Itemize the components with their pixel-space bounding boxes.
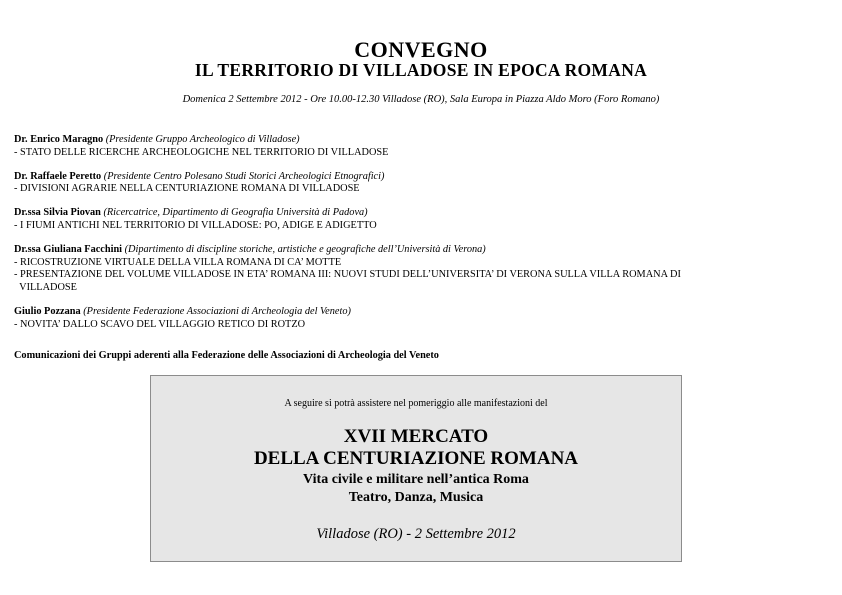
page-subtitle: IL TERRITORIO DI VILLADOSE IN EPOCA ROMANA: [194, 60, 648, 80]
event-subtitle-line2: Teatro, Danza, Musica: [348, 490, 484, 505]
talk-title: - STATO DELLE RICERCHE ARCHEOLOGICHE NEL TERRITORIO DI VILLADOSE: [14, 146, 389, 158]
speaker-role: (Presidente Federazione Associazioni di Archeologia del Veneto): [83, 305, 351, 317]
speaker-name: Giulio Pozzana: [14, 305, 81, 317]
speaker-name: Dr.ssa Silvia Piovan: [14, 207, 101, 219]
speaker-entry: [14, 171, 829, 196]
event-title-line1: XVII MERCATO: [343, 426, 489, 447]
speaker-entry: [14, 306, 829, 331]
event-place-date: Villadose (RO) - 2 Settembre 2012: [316, 526, 516, 542]
event-box: [150, 375, 682, 562]
speaker-entry: [14, 207, 829, 232]
event-title-line2: DELLA CENTURIAZIONE ROMANA: [253, 448, 579, 469]
speaker-list: [14, 134, 829, 343]
event-subtitle-line1: Vita civile e militare nell’antica Roma: [303, 472, 529, 487]
speaker-name: Dr. Enrico Maragno: [14, 134, 104, 145]
speaker-header: [14, 244, 829, 257]
speaker-entry: [14, 244, 829, 294]
talk-title: - PRESENTAZIONE DEL VOLUME VILLADOSE IN ETA’ ROMANA III: NUOVI STUDI DELL’UNIVERSITA’ DI VERONA SULLA VILLA ROMANA DI VILLADOSE: [14, 269, 681, 293]
talk-title: - DIVISIONI AGRARIE NELLA CENTURIAZIONE ROMANA DI VILLADOSE: [14, 183, 360, 195]
speaker-header: [14, 171, 829, 184]
talk-title: - I FIUMI ANTICHI NEL TERRITORIO DI VILLADOSE: PO, ADIGE E ADIGETTO: [14, 219, 377, 231]
speaker-header: [14, 207, 829, 220]
talk-title: - RICOSTRUZIONE VIRTUALE DELLA VILLA ROMANA DI CA’ MOTTE: [14, 256, 342, 268]
speaker-role: (Ricercatrice, Dipartimento di Geografia Università di Padova): [103, 207, 368, 219]
speaker-header: [14, 306, 829, 319]
speaker-header: [14, 134, 829, 147]
speaker-role: (Presidente Centro Polesano Studi Storici Archeologici Etnografici): [103, 170, 385, 182]
speaker-entry: [14, 134, 829, 159]
speaker-name: Dr.ssa Giuliana Facchini: [14, 244, 123, 256]
speaker-role: (Dipartimento di discipline storiche, artistiche e geografiche dell’Università di Verona): [124, 244, 486, 256]
date-location-line: Domenica 2 Settembre 2012 - Ore 10.00-12.30 Villadose (RO), Sala Europa in Piazza Aldo Moro (Foro Romano): [182, 94, 660, 105]
speaker-name: Dr. Raffaele Peretto: [14, 170, 102, 182]
page-title: CONVEGNO: [354, 37, 488, 62]
talk-title: - NOVITA’ DALLO SCAVO DEL VILLAGGIO RETICO DI ROTZO: [14, 318, 306, 330]
speaker-role: (Presidente Gruppo Archeologico di Villadose): [105, 134, 300, 145]
event-intro: A seguire si potrà assistere nel pomeriggio alle manifestazioni del: [284, 398, 548, 409]
communications-note: Comunicazioni dei Gruppi aderenti alla Federazione delle Associazioni di Archeologia del Veneto: [14, 350, 439, 361]
